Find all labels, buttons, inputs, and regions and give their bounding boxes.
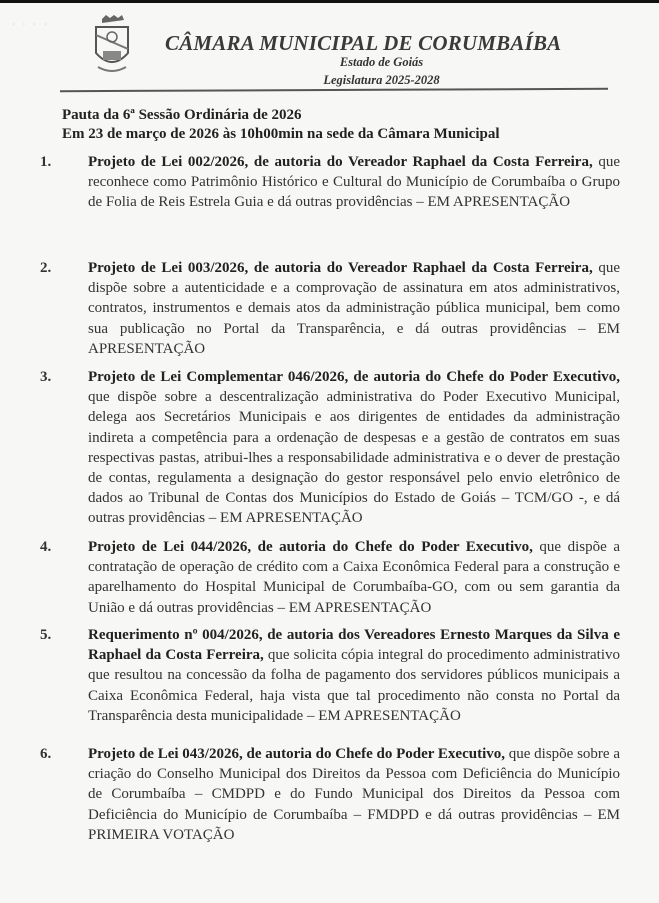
item-text: que dispõe sobre a descentralização administrativa do Poder Executivo Municipal, delega aos Secretários Municipais e aos dirigentes de entidades da administração indireta a competência para a ordenação de despesas e a gestão de contratos em suas respectivas pastas, atribui-lhes a responsabilidade administrativa e o dever de prestação de contas, regulamenta a designação do gestor responsável pelo envio eletrônico de dados ao Tribunal de Contas dos Municípios do Estado de Goiás – TCM/GO -, e dá outras providências – EM APRESENTAÇÃO <box>88 389 620 527</box>
item-heading: Projeto de Lei Complementar 046/2026, de autoria do Chefe do Poder Executivo, <box>88 369 620 385</box>
item-heading: Projeto de Lei 043/2026, de autoria do Chefe do Poder Executivo, <box>88 746 505 762</box>
agenda-item <box>40 625 620 726</box>
item-text: que dispõe sobre a autenticidade e a comprovação de assinatura em atos administrativos, contratos, instrumentos e demais atos da administração pública municipal, bem como sua publicação no Portal da Transparência, e dá outras providências – EM APRESENTAÇÃO <box>88 260 620 357</box>
agenda-item <box>40 367 620 529</box>
item-heading: Projeto de Lei 003/2026, de autoria do Vereador Raphael da Costa Ferreira, <box>88 260 593 276</box>
item-text: que dispõe a contratação de operação de crédito com a Caixa Econômica Federal para a construção e aparelhamento do Hospital Municipal de Corumbaíba-GO, com ou sem garantia da União e dá outras providências – EM APRESENTAÇÃO <box>88 539 620 616</box>
item-text: que dispõe sobre a criação do Conselho Municipal dos Direitos da Pessoa com Deficiência do Município de Corumbaíba – CMDPD e do Fundo Municipal dos Direitos da Pessoa com Deficiência do Município de Corumbaíba – FMDPD e dá outras providências – EM PRIMEIRA VOTAÇÃO <box>88 746 621 843</box>
scan-noise: · · · · <box>12 20 50 29</box>
item-number: 4. <box>40 539 52 555</box>
institution-title: CÂMARA MUNICIPAL DE CORUMBAÍBA <box>165 31 562 55</box>
scan-edge <box>0 0 659 3</box>
item-number: 2. <box>40 260 52 276</box>
agenda-item <box>40 152 620 213</box>
legislature-subtitle: Legislatura 2025-2028 <box>323 73 440 87</box>
item-text: que solicita cópia integral do procedimento administrativo que resultou na concessão da folha de pagamento dos servidores públicos municipais a Caixa Econômica Federal, haja vista que tal procedimento não consta no Portal da Transparência desta municipalidade – EM APRESENTAÇÃO <box>88 647 620 724</box>
item-number: 3. <box>40 369 52 385</box>
agenda-datetime: Em 23 de março de 2026 às 10h00min na sede da Câmara Municipal <box>62 126 500 142</box>
item-heading: Requerimento nº 004/2026, de autoria dos Vereadores Ernesto Marques da Silva e Raphael da Costa Ferreira, <box>88 627 620 664</box>
agenda-title: Pauta da 6ª Sessão Ordinária de 2026 <box>62 107 302 123</box>
header-divider <box>60 88 608 92</box>
agenda-item <box>40 744 620 845</box>
agenda-item <box>40 258 620 359</box>
item-text: que reconhece como Patrimônio Histórico e Cultural do Município de Corumbaíba o Grupo de Folia de Reis Estrela Guia e dá outras providências – EM APRESENTAÇÃO <box>88 154 620 211</box>
item-heading: Projeto de Lei 044/2026, de autoria do Chefe do Poder Executivo, <box>88 539 533 555</box>
item-heading: Projeto de Lei 002/2026, de autoria do Vereador Raphael da Costa Ferreira, <box>88 154 593 170</box>
item-number: 5. <box>40 627 52 643</box>
item-number: 1. <box>40 154 52 170</box>
item-number: 6. <box>40 746 52 762</box>
agenda-item <box>40 537 620 618</box>
state-subtitle: Estado de Goiás <box>339 55 424 69</box>
